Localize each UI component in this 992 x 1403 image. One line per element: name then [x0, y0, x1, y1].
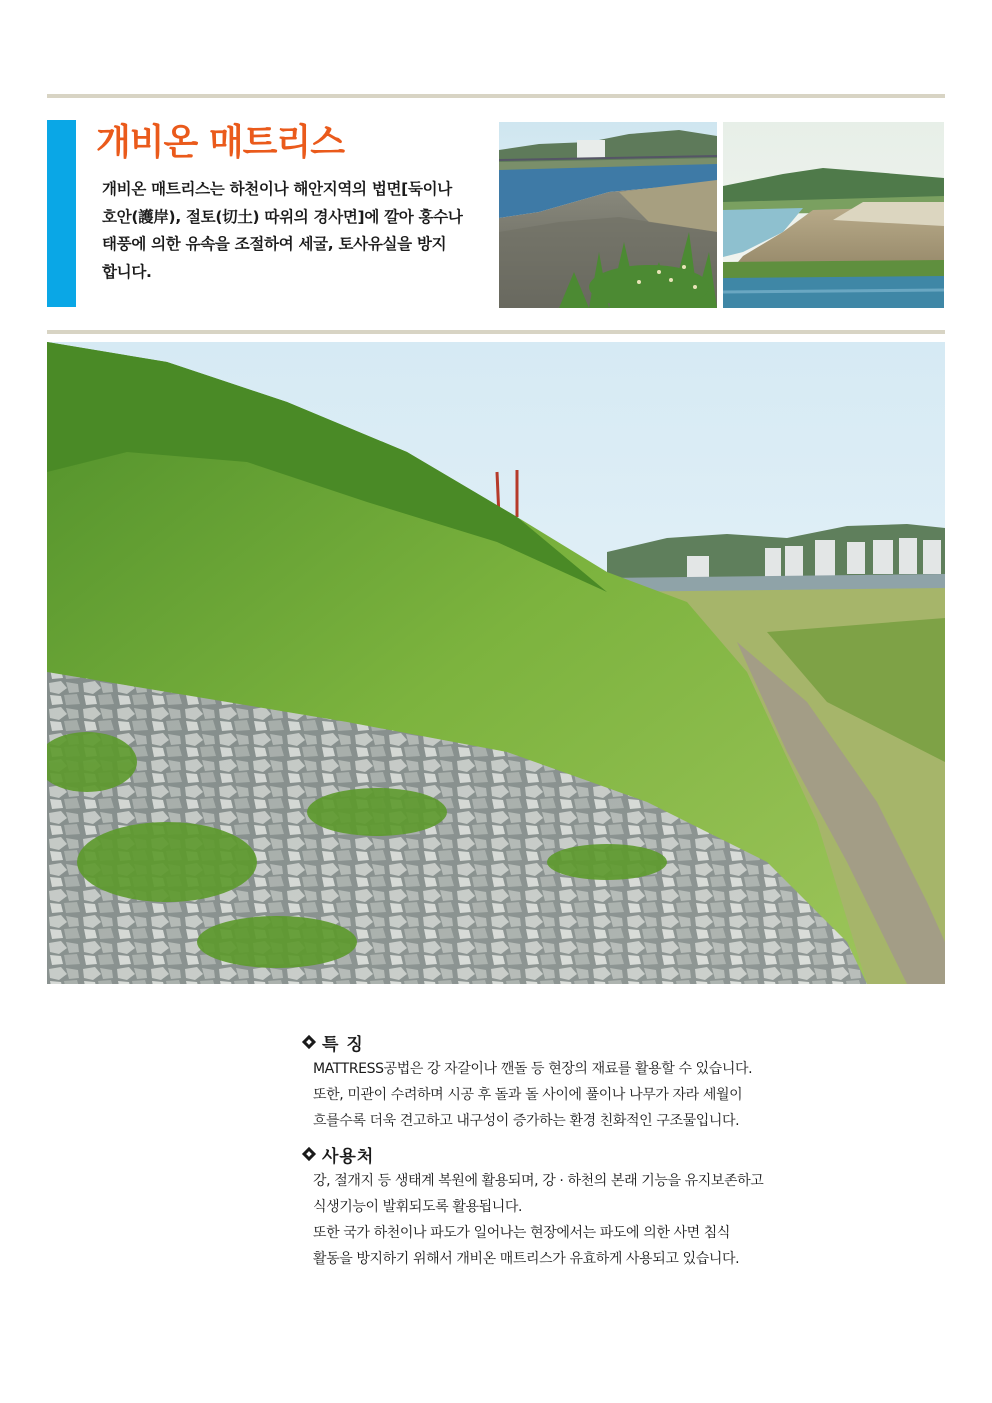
- grassy-gabion-slope-photo: [47, 342, 945, 984]
- top-divider: [47, 94, 945, 98]
- page-title: 개비온 매트리스: [96, 122, 344, 163]
- middle-divider: [47, 330, 945, 334]
- usage-line: 또한 국가 하천이나 파도가 일어나는 현장에서는 파도에 의한 사면 침식: [313, 1225, 731, 1241]
- features-line: 흐를수록 더욱 견고하고 내구성이 증가하는 환경 친화적인 구조물입니다.: [313, 1113, 740, 1129]
- intro-line: 합니다.: [102, 262, 152, 281]
- intro-paragraph: [102, 176, 482, 286]
- gabion-mattress-river-photo: [723, 122, 944, 308]
- intro-line: 호안(護岸), 절토(切土) 따위의 경사면]에 깔아 홍수나: [102, 207, 463, 226]
- usage-section: [300, 1142, 763, 1272]
- river-bank-gabion-photo: [499, 122, 717, 308]
- usage-line: 강, 절개지 등 생태계 복원에 활용되며, 강 · 하천의 본래 기능을 유지보존하고: [313, 1173, 764, 1189]
- diamond-bullet-icon: [302, 1035, 316, 1049]
- diamond-bullet-icon: [302, 1147, 316, 1161]
- features-title: 특 징: [322, 1034, 364, 1055]
- usage-line: 활동을 방지하기 위해서 개비온 매트리스가 유효하게 사용되고 있습니다.: [313, 1251, 740, 1267]
- features-section: [300, 1030, 752, 1134]
- intro-line: 개비온 매트리스는 하천이나 해안지역의 법면[둑이나: [102, 180, 452, 198]
- intro-line: 태풍에 의한 유속을 조절하여 세굴, 토사유실을 방지: [102, 235, 447, 253]
- accent-bar: [47, 120, 76, 307]
- usage-body: [313, 1168, 763, 1272]
- usage-title: 사용처: [322, 1146, 375, 1167]
- usage-heading: [300, 1142, 763, 1166]
- features-heading: [300, 1030, 752, 1054]
- features-line: MATTRESS공법은 강 자갈이나 깬돌 등 현장의 재료를 활용할 수 있습니다.: [313, 1061, 753, 1077]
- features-line: 또한, 미관이 수려하며 시공 후 돌과 돌 사이에 풀이나 나무가 자라 세월이: [313, 1087, 743, 1103]
- usage-line: 식생기능이 발휘되도록 활용됩니다.: [313, 1199, 523, 1215]
- features-body: [313, 1056, 752, 1134]
